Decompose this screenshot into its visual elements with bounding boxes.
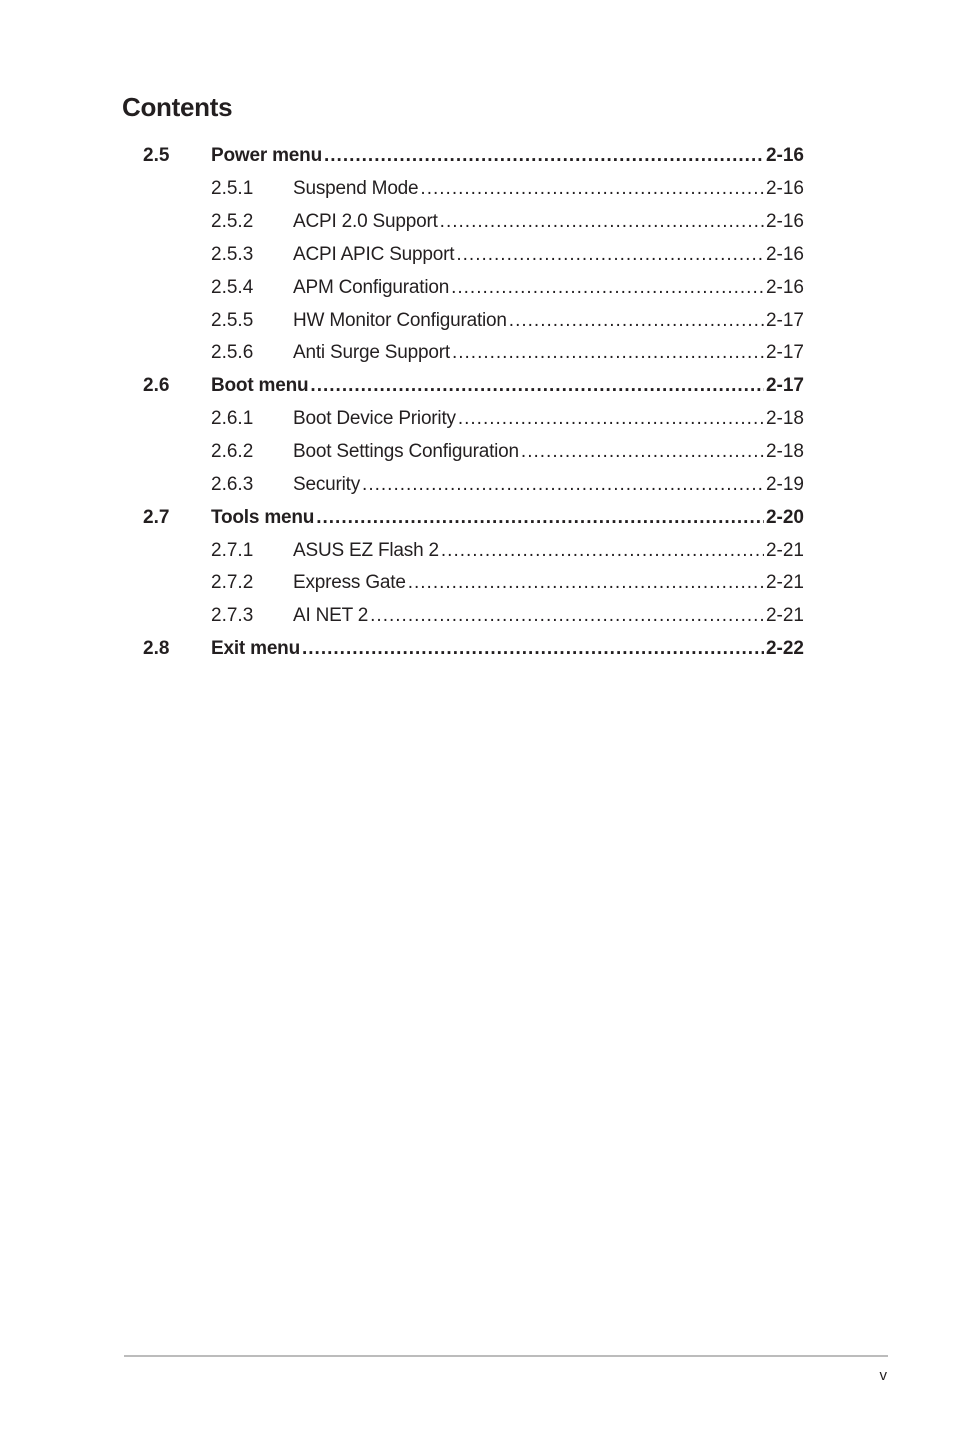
toc-leader-dots bbox=[451, 277, 764, 299]
toc-subsection[interactable] bbox=[143, 436, 804, 469]
toc-entry-title: ACPI APIC Support bbox=[293, 243, 455, 265]
toc-entry-page: 2-19 bbox=[765, 473, 804, 495]
toc-subsection[interactable] bbox=[143, 239, 804, 272]
toc-entry-page: 2-16 bbox=[765, 145, 804, 167]
toc-entry-title: HW Monitor Configuration bbox=[293, 309, 507, 331]
toc-entry-number: 2.6.2 bbox=[211, 441, 254, 463]
toc-entry-page: 2-21 bbox=[765, 572, 804, 594]
toc-entry-number: 2.5.1 bbox=[211, 178, 254, 200]
toc-entry-page: 2-21 bbox=[765, 539, 804, 561]
toc-subsection[interactable] bbox=[143, 206, 804, 239]
toc-entry-page: 2-18 bbox=[765, 441, 804, 463]
toc-entry-page: 2-16 bbox=[765, 178, 804, 200]
toc-entry-title: Anti Surge Support bbox=[293, 342, 450, 364]
toc-entry-page: 2-17 bbox=[765, 309, 804, 331]
toc-entry-number: 2.7 bbox=[143, 506, 170, 528]
page-number: v bbox=[879, 1367, 887, 1384]
toc-entry-page: 2-17 bbox=[765, 342, 804, 364]
toc-entry-number: 2.6.1 bbox=[211, 408, 254, 430]
toc-subsection[interactable] bbox=[143, 173, 804, 206]
toc-entry-number: 2.6 bbox=[143, 375, 170, 397]
toc-entry-number: 2.7.1 bbox=[211, 539, 254, 561]
toc-subsection[interactable] bbox=[143, 600, 804, 633]
toc-leader-dots bbox=[302, 638, 764, 660]
toc-leader-dots bbox=[521, 441, 764, 463]
toc-entry-title: ACPI 2.0 Support bbox=[293, 211, 438, 233]
toc-entry-page: 2-22 bbox=[765, 638, 804, 660]
toc-entry-number: 2.6.3 bbox=[211, 473, 254, 495]
toc-subsection[interactable] bbox=[143, 567, 804, 600]
toc-entry-page: 2-16 bbox=[765, 243, 804, 265]
page-title: Contents bbox=[122, 92, 233, 122]
toc-leader-dots bbox=[509, 310, 764, 332]
toc-entry-title: Power menu bbox=[211, 145, 322, 167]
toc-leader-dots bbox=[310, 375, 764, 397]
toc-entry-title: Boot menu bbox=[211, 375, 309, 397]
table-of-contents bbox=[143, 140, 804, 666]
toc-leader-dots bbox=[440, 211, 764, 233]
toc-subsection[interactable] bbox=[143, 534, 804, 567]
toc-entry-page: 2-18 bbox=[765, 408, 804, 430]
toc-subsection[interactable] bbox=[143, 337, 804, 370]
toc-leader-dots bbox=[362, 474, 764, 496]
toc-entry-number: 2.5.2 bbox=[211, 211, 254, 233]
toc-entry-number: 2.5.4 bbox=[211, 276, 254, 298]
toc-entry-title: ASUS EZ Flash 2 bbox=[293, 539, 439, 561]
toc-leader-dots bbox=[458, 408, 764, 430]
toc-subsection[interactable] bbox=[143, 468, 804, 501]
toc-entry-title: Security bbox=[293, 473, 361, 495]
toc-entry-number: 2.5.5 bbox=[211, 309, 254, 331]
toc-entry-number: 2.7.2 bbox=[211, 572, 254, 594]
toc-entry-number: 2.5.6 bbox=[211, 342, 254, 364]
toc-leader-dots bbox=[370, 605, 764, 627]
toc-section[interactable] bbox=[143, 370, 804, 403]
footer-rule bbox=[124, 1355, 888, 1357]
toc-leader-dots bbox=[408, 572, 764, 594]
toc-subsection[interactable] bbox=[143, 304, 804, 337]
toc-entry-page: 2-16 bbox=[765, 211, 804, 233]
toc-entry-number: 2.7.3 bbox=[211, 605, 254, 627]
toc-entry-number: 2.5 bbox=[143, 145, 170, 167]
toc-section[interactable] bbox=[143, 140, 804, 173]
toc-entry-title: Boot Device Priority bbox=[293, 408, 456, 430]
toc-entry-number: 2.5.3 bbox=[211, 243, 254, 265]
toc-entry-title: Suspend Mode bbox=[293, 178, 419, 200]
toc-leader-dots bbox=[316, 507, 764, 529]
toc-section[interactable] bbox=[143, 501, 804, 534]
toc-section[interactable] bbox=[143, 633, 804, 666]
toc-entry-title: AI NET 2 bbox=[293, 605, 369, 627]
toc-entry-page: 2-20 bbox=[765, 506, 804, 528]
toc-leader-dots bbox=[324, 145, 764, 167]
toc-entry-title: Tools menu bbox=[211, 506, 315, 528]
toc-entry-title: APM Configuration bbox=[293, 276, 450, 298]
toc-entry-title: Exit menu bbox=[211, 638, 300, 660]
toc-leader-dots bbox=[441, 540, 764, 562]
toc-subsection[interactable] bbox=[143, 271, 804, 304]
toc-leader-dots bbox=[420, 178, 764, 200]
toc-entry-title: Boot Settings Configuration bbox=[293, 441, 519, 463]
toc-entry-number: 2.8 bbox=[143, 638, 170, 660]
toc-leader-dots bbox=[452, 342, 764, 364]
toc-entry-title: Express Gate bbox=[293, 572, 406, 594]
toc-leader-dots bbox=[456, 244, 764, 266]
toc-entry-page: 2-21 bbox=[765, 605, 804, 627]
toc-entry-page: 2-17 bbox=[765, 375, 804, 397]
toc-subsection[interactable] bbox=[143, 403, 804, 436]
toc-entry-page: 2-16 bbox=[765, 276, 804, 298]
